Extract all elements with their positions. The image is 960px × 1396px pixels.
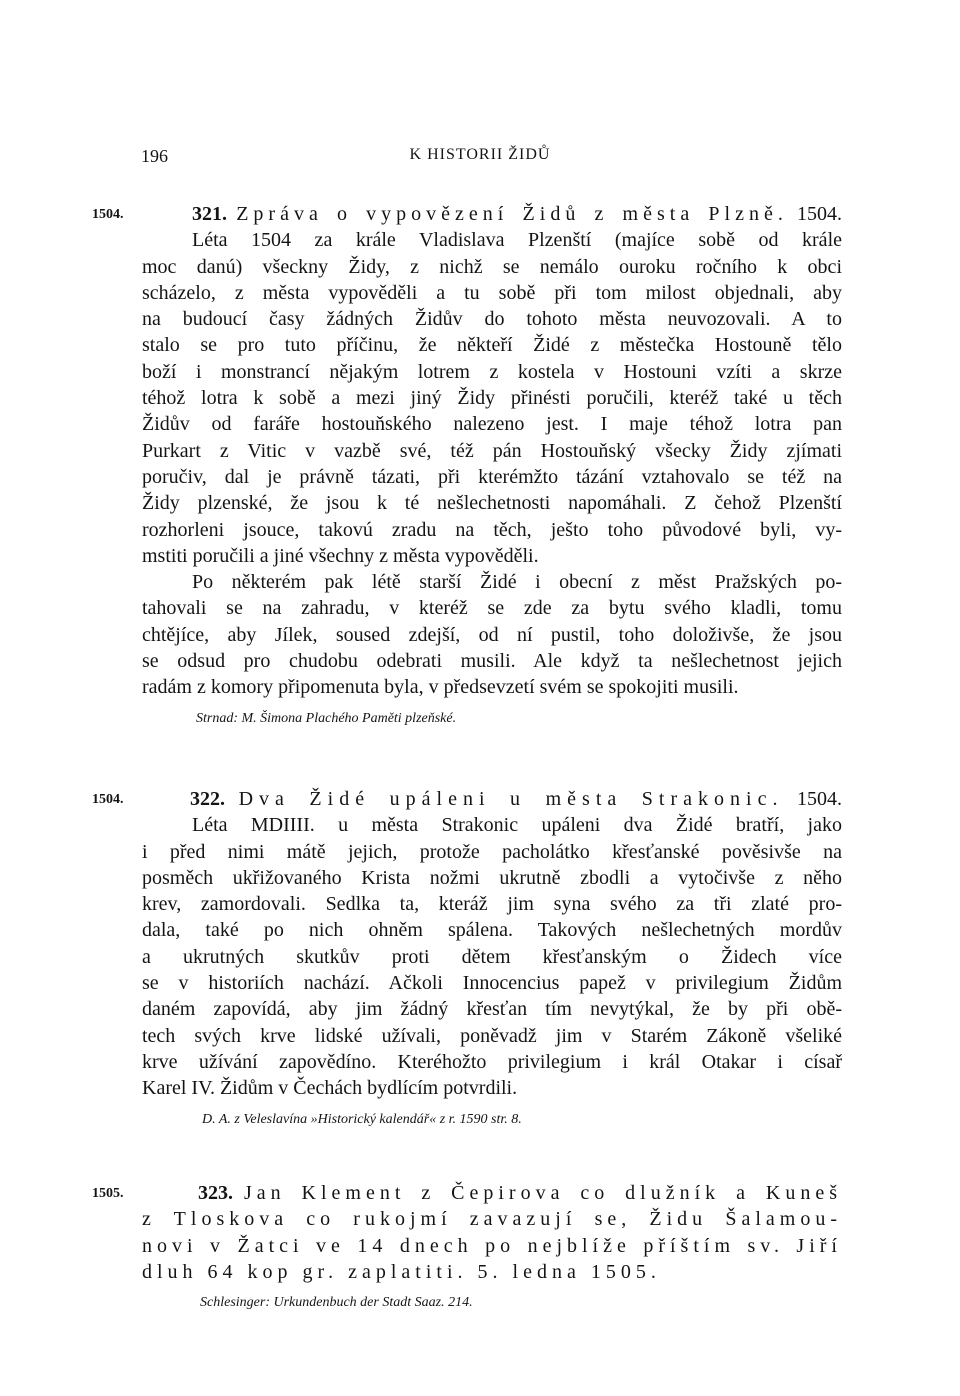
entry-heading-year: 1504. xyxy=(797,788,843,810)
text-line: novi v Žatci ve 14 dnech po nejblíže příštím sv. Jiří xyxy=(142,1234,842,1257)
text-line: chtějíce, aby Jílek, soused zdejší, od ní pustil, toho doloživše, že jsou xyxy=(142,623,842,646)
text-line: stalo se pro tuto příčinu, že někteří Židé z městečka Hostouně tělo xyxy=(142,334,842,357)
text-line: se odsud pro chudobu odebrati musili. Ale když ta nešlechetnost jejich xyxy=(142,650,842,673)
text-line: Léta MDIIII. u města Strakonic upáleni dva Židé bratří, jako xyxy=(192,814,842,837)
text-line: boží i monstrancí nějakým lotrem z kostela v Hostouni vzíti a skrze xyxy=(142,360,842,383)
text-line: Židy plzenské, že jsou k té nešlechetnosti napomáhali. Z čehož Plzenští xyxy=(142,492,842,515)
entry-number: 322. xyxy=(190,788,225,810)
source-citation: D. A. z Veleslavína »Historický kalendář« z r. 1590 str. 8. xyxy=(202,1111,522,1127)
text-line: scházelo, z města vypověděli a tu sobě při tom milost objednali, aby xyxy=(142,281,842,304)
text-line: téhož lotra k sobě a mezi jiný Židy přinésti poručili, kteréž také u těch xyxy=(142,387,842,410)
text-line: a ukrutných skutkův proti dětem křesťanským o Židech více xyxy=(142,945,842,968)
text-line: na budoucí časy žádných Židův do tohoto města neuvozovali. A to xyxy=(142,308,842,331)
text-line: Karel IV. Židům v Čechách bydlícím potvrdili. xyxy=(142,1077,518,1100)
entry-body xyxy=(142,786,842,1130)
entry-title: Dva Židé upáleni u města Strakonic. xyxy=(238,788,784,810)
text-line: z Tloskova co rukojmí zavazují se, Židu Šalamou- xyxy=(142,1208,842,1231)
text-line: daném zapovídá, aby jim žádný křesťan tím nevytýkal, že by při obě- xyxy=(142,998,842,1021)
text-line: Židův od faráře hostouňského nalezeno jest. I maje téhož lotra pan xyxy=(142,413,842,436)
running-title: K HISTORII ŽIDŮ xyxy=(409,146,551,163)
margin-year: 1505. xyxy=(92,1186,124,1201)
text-line: Po některém pak létě starší Židé i obecní z měst Pražských po- xyxy=(192,571,842,594)
entry-body xyxy=(142,1180,842,1313)
text-line: tahovali se na zahradu, v kteréž se zde za bytu svého kladli, tomu xyxy=(142,597,842,620)
text-line: mstiti poručili a jiné všechny z města vypověděli. xyxy=(142,544,539,567)
text-line: Purkart z Vitic v vazbě své, též pán Hostouňský všecky Židy zjímati xyxy=(142,439,842,462)
page-number: 196 xyxy=(141,146,168,166)
entry-heading xyxy=(142,1180,842,1206)
entry-heading xyxy=(142,201,842,227)
text-line: Jan Klement z Čepirova co dlužník a Kuneš xyxy=(243,1182,843,1204)
page-header xyxy=(0,146,960,174)
text-line: dala, také po nich ohněm spálena. Takových nešlechetných mordův xyxy=(142,919,842,942)
entry-number: 323. xyxy=(198,1182,233,1204)
entry-number: 321. xyxy=(192,203,227,225)
text-line: posměch ukřižovaného Krista nožmi ukrutně zbodli a vytočivše z něho xyxy=(142,866,842,889)
text-line: radám z komory připomenuta byla, v předsevzetí svém se spokojiti musili. xyxy=(142,676,739,699)
margin-year: 1504. xyxy=(92,207,124,222)
text-line: dluh 64 kop gr. zaplatiti. 5. ledna 1505. xyxy=(142,1260,661,1283)
text-line: poručiv, dal je právně tázati, při kterémžto tázání vztahovalo se též na xyxy=(142,465,842,488)
text-line: krve užívání zapovědíno. Kteréhožto privilegium i král Otakar i císař xyxy=(142,1050,842,1073)
text-line: tech svých krve lidské užívali, poněvadž jim v Starém Zákoně všeliké xyxy=(142,1024,842,1047)
text-line: krev, zamordovali. Sedlka ta, kteráž jim syna svého za tři zlaté pro- xyxy=(142,893,842,916)
text-line: moc danú) všeckny Židy, z nichž se nemálo ouroku ročního k obci xyxy=(142,255,842,278)
text-line: i před nimi mátě jejich, protože pacholátko křesťanské pověsivše na xyxy=(142,840,842,863)
text-line: se v historiích nachází. Ačkoli Innocencius papež v privilegium Židům xyxy=(142,972,842,995)
entry-heading-year: 1504. xyxy=(797,203,843,225)
text-line: Léta 1504 za krále Vladislava Plzenští (majíce sobě od krále xyxy=(192,229,842,252)
source-citation: Strnad: M. Šimona Plachého Paměti plzeňské. xyxy=(196,710,457,726)
entry-heading xyxy=(142,786,842,812)
entry-title: Zpráva o vypovězení Židů z města Plzně. xyxy=(236,203,788,225)
text-line: rozhorleni jsouce, takovú zradu na těch, ješto toho původové byli, vy- xyxy=(142,518,842,541)
entry-body xyxy=(142,201,842,729)
margin-year: 1504. xyxy=(92,792,124,807)
source-citation: Schlesinger: Urkundenbuch der Stadt Saaz. 214. xyxy=(200,1295,473,1311)
